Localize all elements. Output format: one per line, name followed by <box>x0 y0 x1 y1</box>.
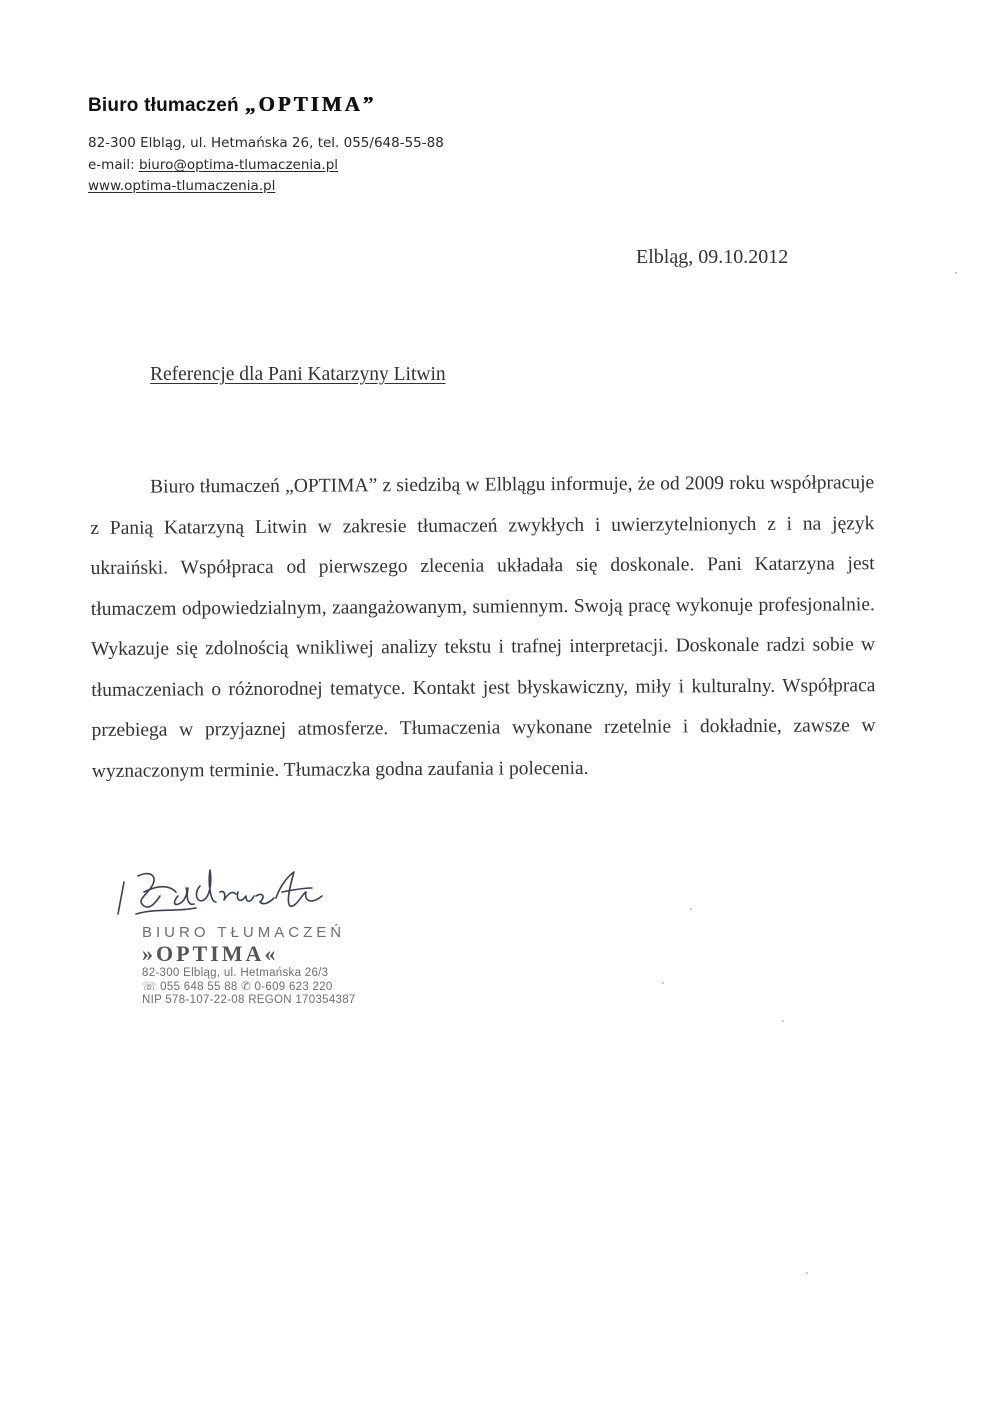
letter-subject: Referencje dla Pani Katarzyny Litwin <box>150 364 446 385</box>
letterhead-address: 82-300 Elbląg, ul. Hetmańska 26, tel. 055/648-55-88 <box>88 135 444 151</box>
email-label: e-mail: <box>88 157 139 173</box>
stamp-address: 82-300 Elbląg, ul. Hetmańska 26/3 <box>142 967 329 979</box>
handwritten-signature <box>116 862 356 932</box>
scan-speck <box>782 1020 784 1022</box>
letterhead-company <box>88 92 376 117</box>
letter-body: Biuro tłumaczeń „OPTIMA” z siedzibą w Elblągu informuje, że od 2009 roku współpracuje z Panią Katarzyną Litwin w zakresie tłumaczeń zwykłych i uwierzytelnionych z i na język ukraiński. Współpraca od pierwszego zlecenia układała się doskonale. Pani Katarzyna jest tłumaczem odpowiedzialnym, zaangażowanym, sumiennym. Swoją pracę wykonuje profesjonalnie. Wykazuje się zdolnością wnikliwej analizy tekstu i trafnej interpretacji. Doskonale radzi sobie w tłumaczeniach o różnorodnej tematyce. Kontakt jest błyskawiczny, miły i kulturalny. Współpraca przebiega w przyjaznej atmosferze. Tłumaczenia wykonane rzetelnie i dokładnie, zawsze w wyznaczonym terminie. Tłumaczka godna zaufania i polecenia. <box>90 472 876 782</box>
letterhead-website-line <box>88 178 275 194</box>
stamp-brand: »OPTIMA« <box>142 941 279 966</box>
letterhead-name: Biuro tłumaczeń <box>88 95 239 116</box>
letterhead-brand: „OPTIMA” <box>244 92 377 116</box>
scan-speck <box>806 1272 808 1274</box>
website-link[interactable]: www.optima-tlumaczenia.pl <box>88 178 276 194</box>
email-link[interactable]: biuro@optima-tlumaczenia.pl <box>138 157 339 173</box>
scan-speck <box>662 982 664 984</box>
stamp-phones: ☏ 055 648 55 88 ✆ 0-609 623 220 <box>142 980 333 993</box>
letterhead-email-line <box>88 157 338 173</box>
letter-date: Elbląg, 09.10.2012 <box>636 246 789 268</box>
company-stamp <box>142 924 356 1008</box>
stamp-ids: NIP 578-107-22-08 REGON 170354387 <box>142 994 356 1006</box>
stamp-title: BIURO TŁUMACZEŃ <box>142 924 346 941</box>
scan-speck <box>955 272 957 274</box>
scan-speck <box>690 908 692 910</box>
